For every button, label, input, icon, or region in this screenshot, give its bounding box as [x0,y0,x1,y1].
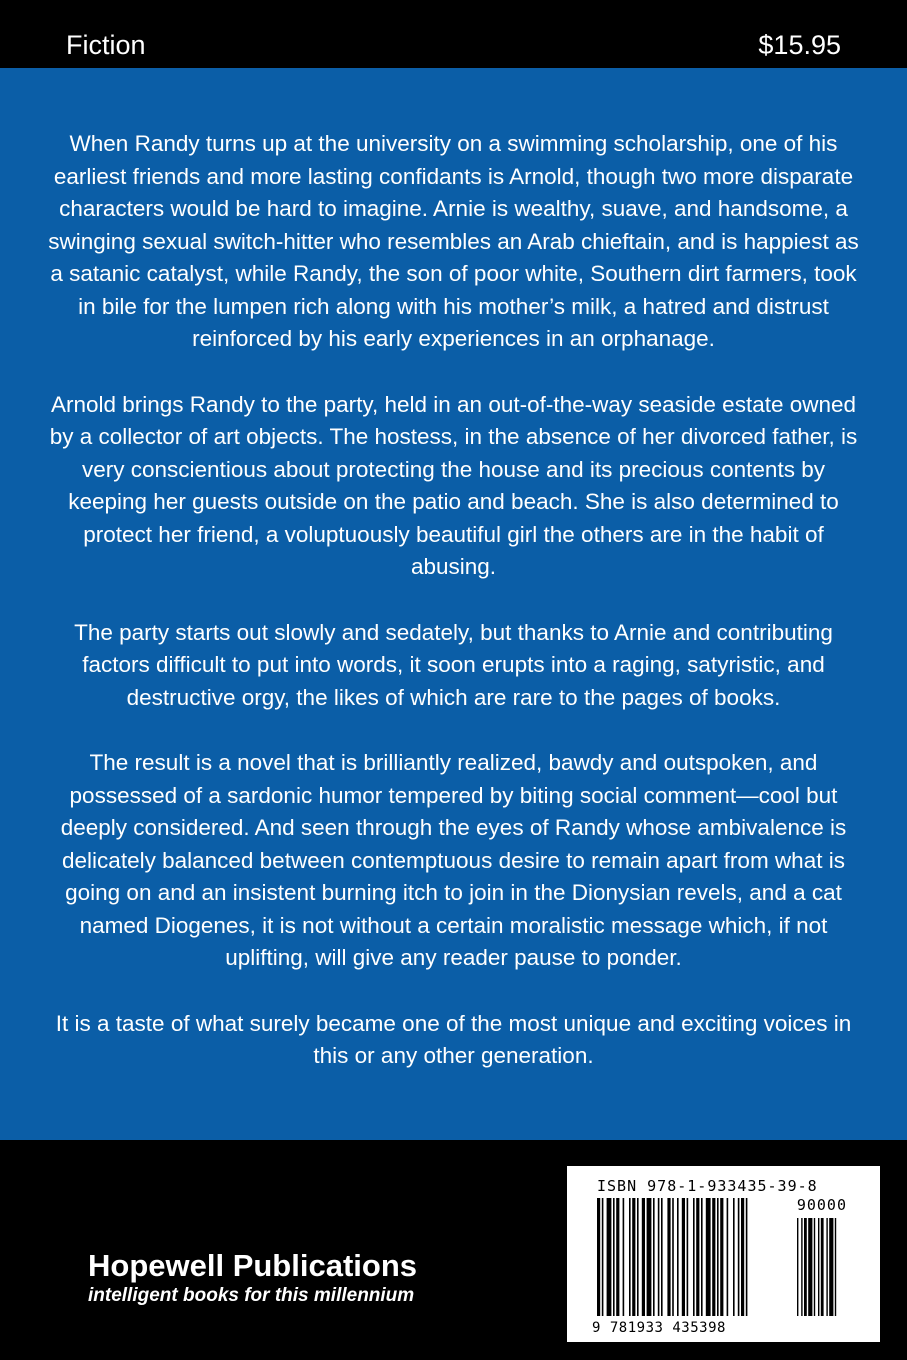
blurb-text [40,128,867,1073]
price-label: $15.95 [758,30,841,60]
barcode-bar [658,1198,660,1316]
barcode-bar [672,1198,674,1316]
barcode-bar [693,1198,695,1316]
barcode-bar [632,1198,635,1316]
publisher-name: Hopewell Publications [88,1248,417,1283]
blurb-paragraph: The party starts out slowly and sedately, but thanks to Arnie and contributing factors difficult to put into words, it soon erupts into a raging, satyristic, and destructive orgy, the likes of which are rare to the pages of books. [74,619,833,710]
barcode-addon-bar [814,1218,815,1316]
top-bar [0,0,907,68]
barcode-bar [682,1198,685,1316]
barcode-bars [597,1198,853,1318]
genre-label: Fiction [66,30,146,60]
barcode-bar [712,1198,715,1316]
barcode-block [567,1166,880,1342]
barcode-digits: 9 781933 435398 [592,1320,726,1336]
barcode-bar [653,1198,655,1316]
barcode-bar [720,1198,723,1316]
barcode-bar [687,1198,689,1316]
blurb-paragraph: It is a taste of what surely became one of the most unique and exciting voices in this or any other generation. [55,1010,852,1068]
barcode-bar [597,1198,600,1316]
blurb-paragraph: Arnold brings Randy to the party, held in an out-of-the-way seaside estate owned by a collector of art objects. The hostess, in the absence of her divorced father, is very conscientious about protecting the house and its precious contents by keeping her guests outside on the patio and beach. She is also determined to protect her friend, a voluptuously beautiful girl the others are in the habit of abusing. [49,391,858,579]
barcode-bar [706,1198,711,1316]
barcode-bar [661,1198,663,1316]
barcode-bar [701,1198,703,1316]
barcode-bar [602,1198,604,1316]
barcode-bar [733,1198,735,1316]
publisher-tagline: intelligent books for this millennium [88,1285,415,1306]
barcode-bar [613,1198,615,1316]
barcode-bar [607,1198,612,1316]
barcode-bar [667,1198,670,1316]
barcode-addon-bar [801,1218,802,1316]
barcode-addon-bar [797,1218,798,1316]
barcode-addon-bar [829,1218,833,1316]
barcode-bar [741,1198,744,1316]
barcode-addon-bar [808,1218,812,1316]
barcode-bar [629,1198,631,1316]
barcode-bar [647,1198,652,1316]
barcode-bar [696,1198,699,1316]
barcode-addon-bar [818,1218,819,1316]
barcode-bar [746,1198,748,1316]
barcode-bar [642,1198,645,1316]
blurb-paragraph: The result is a novel that is brilliantly realized, bawdy and outspoken, and possessed of a sardonic humor tempered by biting social comment—cool but deeply considered. And seen through the eyes of Randy whose ambivalence is delicately balanced between contemptuous desire to remain apart from what is going on and an insistent burning itch to join in the Dionysian revels, and a cat named Diogenes, it is not without a certain moralistic message which, if not uplifting, will give any reader pause to ponder. [60,750,847,970]
barcode-addon-bar [826,1218,827,1316]
blurb-paragraph: When Randy turns up at the university on a swimming scholarship, one of his earliest friends and more lasting confidants is Arnold, though two more disparate characters would be hard to imagine. Arnie is wealthy, suave, and handsome, a swinging sexual switch-hitter who resembles an Arab chieftain, and is happiest as a satanic catalyst, while Randy, the son of poor white, Southern dirt farmers, took in bile for the lumpen rich along with his mother’s milk, a hatred and distrust reinforced by his early experiences in an orphanage. [48,131,859,351]
barcode-addon: 90000 [796,1196,847,1214]
barcode-addon-bar [804,1218,807,1316]
barcode-addon-bar [821,1218,824,1316]
barcode-bar [727,1198,729,1316]
barcode-bar [677,1198,679,1316]
barcode-bar [623,1198,625,1316]
barcode-bar [616,1198,619,1316]
barcode-bar [637,1198,639,1316]
barcode-addon-bar [835,1218,836,1316]
barcode-bar [738,1198,740,1316]
isbn-label: ISBN 978-1-933435-39-8 [597,1177,818,1195]
barcode-bar [717,1198,719,1316]
